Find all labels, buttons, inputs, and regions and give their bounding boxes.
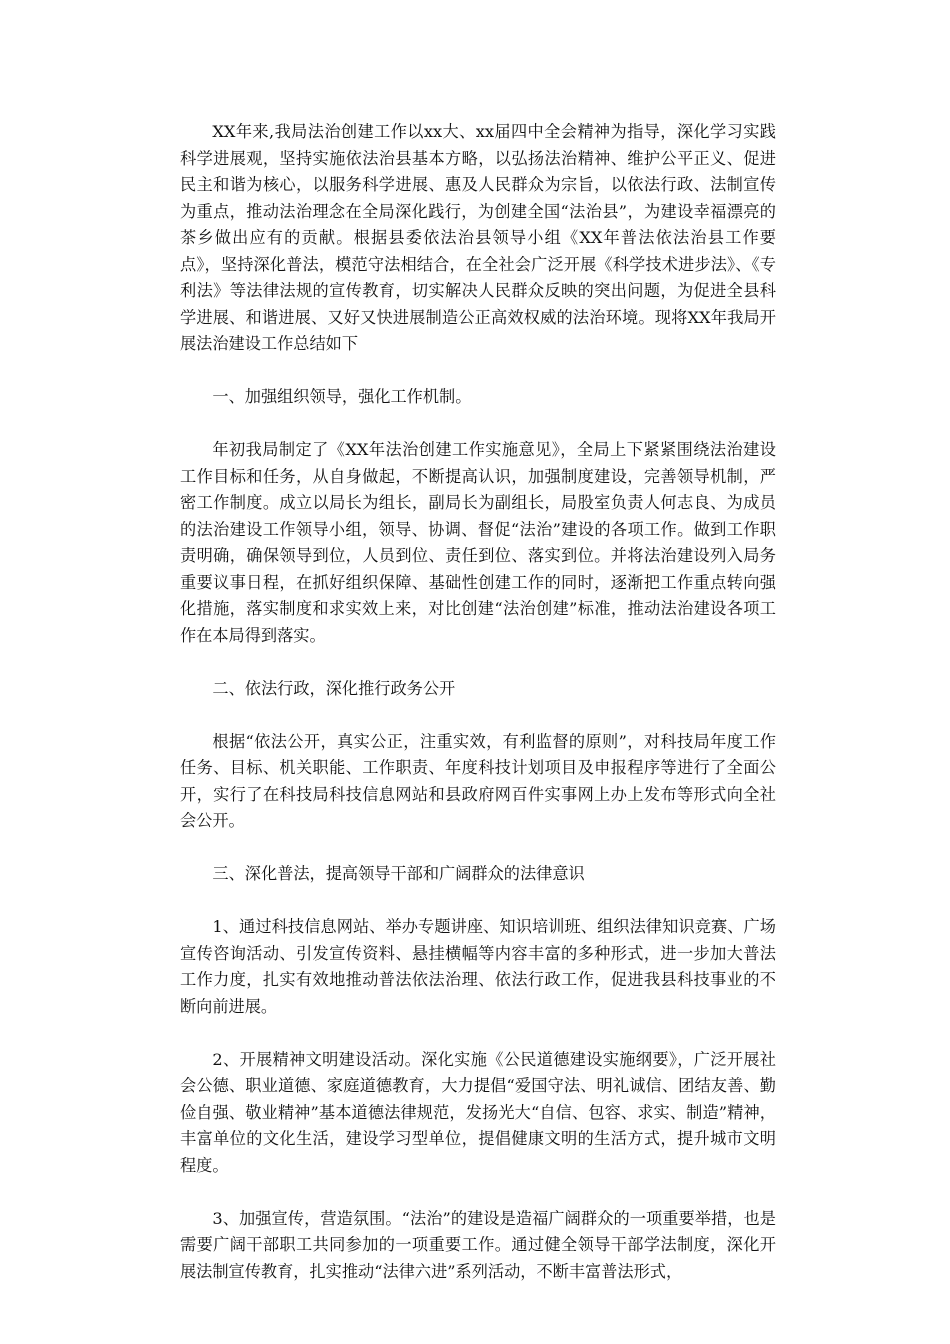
section-3-item-1: 1、通过科技信息网站、举办专题讲座、知识培训班、组织法律知识竞赛、广场宣传咨询活动、引发宣传资料、悬挂横幅等内容丰富的多种形式，进一步加大普法工作力度，扎实有效地推动普法依法治理、依法行政工作，促进我县科技事业的不断向前进展。 (180, 917, 776, 1016)
section-heading-3: 三、深化普法，提高领导干部和广阔群众的法律意识 (212, 864, 585, 883)
document-body (180, 119, 776, 1312)
section-heading-2: 二、依法行政，深化推行政务公开 (212, 678, 456, 698)
section-3-item-2: 2、开展精神文明建设活动。深化实施《公民道德建设实施纲要》，广泛开展社会公德、职业道德、家庭道德教育，大力提倡“爱国守法、明礼诚信、团结友善、勤俭自强、敬业精神”基本道德法律规范，发扬光大“自信、包容、求实、制造”精神，丰富单位的文化生活，建设学习型单位，提倡健康文明的生活方式，提升城市文明程度。 (180, 1049, 776, 1175)
section-3-item-3: 3、加强宣传，营造氛围。“法治”的建设是造福广阔群众的一项重要举措，也是需要广阔干部职工共同参加的一项重要工作。通过健全领导干部学法制度，深化开展法制宣传教育，扎实推动“法律六进”系列活动，不断丰富普法形式， (180, 1208, 776, 1281)
section-2-paragraph: 根据“依法公开，真实公正，注重实效，有利监督的原则”，对科技局年度工作任务、目标、机关职能、工作职责、年度科技计划项目及申报程序等进行了全面公开，实行了在科技局科技信息网站和县政府网百件实事网上办上发布等形式向全社会公开。 (180, 731, 776, 830)
section-heading-1: 一、加强组织领导，强化工作机制。 (212, 387, 472, 406)
section-1-paragraph: 年初我局制定了《XX年法治创建工作实施意见》，全局上下紧紧围绕法治建设工作目标和任务，从自身做起，不断提高认识，加强制度建设，完善领导机制，严密工作制度。成立以局长为组长，副局长为副组长，局股室负责人何志良、为成员的法治建设工作领导小组，领导、协调、督促“法治”建设的各项工作。做到工作职责明确，确保领导到位，人员到位、责任到位、落实到位。并将法治建设列入局务重要议事日程，在抓好组织保障、基础性创建工作的同时，逐渐把工作重点转向强化措施，落实制度和求实效上来，对比创建“法治创建”标准，推动法治建设各项工作在本局得到落实。 (180, 440, 776, 645)
intro-paragraph: XX年来,我局法治创建工作以xx大、xx届四中全会精神为指导，深化学习实践科学进展观，坚持实施依法治县基本方略，以弘扬法治精神、维护公平正义、促进民主和谐为核心，以服务科学进展、惠及人民群众为宗旨，以依法行政、法制宣传为重点，推动法治理念在全局深化践行，为创建全国“法治县”，为建设幸福漂亮的茶乡做出应有的贡献。根据县委依法治县领导小组《XX年普法依法治县工作要点》，坚持深化普法，模范守法相结合，在全社会广泛开展《科学技术进步法》、《专利法》等法律法规的宣传教育，切实解决人民群众反映的突出问题，为促进全县科学进展、和谐进展、又好又快进展制造公正高效权威的法治环境。现将XX年我局开展法治建设工作总结如下 (180, 122, 776, 353)
